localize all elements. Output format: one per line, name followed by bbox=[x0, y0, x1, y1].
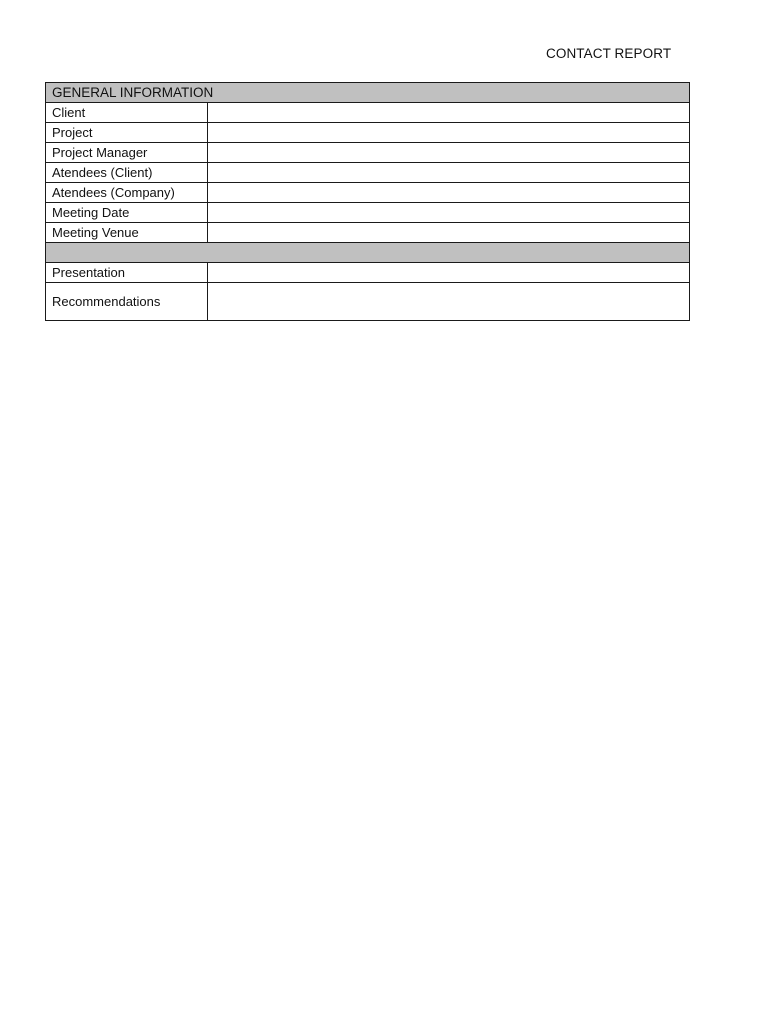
row-label-recommendations: Recommendations bbox=[46, 283, 208, 321]
table-row bbox=[46, 283, 690, 321]
row-value-meeting-venue[interactable] bbox=[208, 223, 690, 243]
row-label-meeting-venue: Meeting Venue bbox=[46, 223, 208, 243]
table-row bbox=[46, 103, 690, 123]
document-title: CONTACT REPORT bbox=[546, 46, 672, 61]
row-value-project-manager[interactable] bbox=[208, 143, 690, 163]
row-label-project: Project bbox=[46, 123, 208, 143]
table-row bbox=[46, 203, 690, 223]
second-section-header bbox=[46, 243, 690, 263]
row-value-presentation[interactable] bbox=[208, 263, 690, 283]
general-information-header: GENERAL INFORMATION bbox=[46, 83, 690, 103]
section-divider-row bbox=[46, 243, 690, 263]
section-header-row bbox=[46, 83, 690, 103]
row-label-atendees-client: Atendees (Client) bbox=[46, 163, 208, 183]
table-row bbox=[46, 143, 690, 163]
row-value-project[interactable] bbox=[208, 123, 690, 143]
table-row bbox=[46, 263, 690, 283]
table-row bbox=[46, 123, 690, 143]
row-label-client: Client bbox=[46, 103, 208, 123]
row-label-presentation: Presentation bbox=[46, 263, 208, 283]
row-value-client[interactable] bbox=[208, 103, 690, 123]
row-value-meeting-date[interactable] bbox=[208, 203, 690, 223]
row-value-recommendations[interactable] bbox=[208, 283, 690, 321]
row-label-meeting-date: Meeting Date bbox=[46, 203, 208, 223]
table-row bbox=[46, 163, 690, 183]
row-value-atendees-client[interactable] bbox=[208, 163, 690, 183]
row-label-project-manager: Project Manager bbox=[46, 143, 208, 163]
table-row bbox=[46, 183, 690, 203]
table-row bbox=[46, 223, 690, 243]
row-value-atendees-company[interactable] bbox=[208, 183, 690, 203]
contact-report-table bbox=[45, 82, 690, 321]
row-label-atendees-company: Atendees (Company) bbox=[46, 183, 208, 203]
